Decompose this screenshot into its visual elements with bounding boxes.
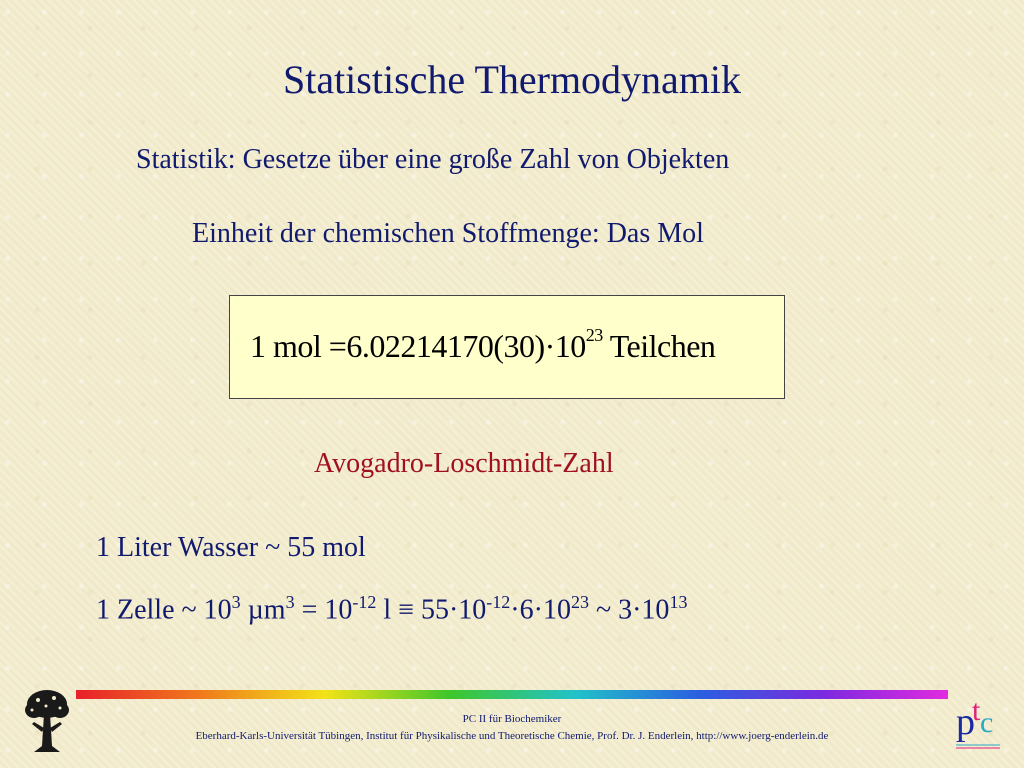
cell-exp: -12 [352,592,377,612]
formula-dot: · [544,328,555,364]
cell-exp: -12 [486,592,511,612]
logo-c: c [980,706,994,739]
avogadro-label: Avogadro-Loschmidt-Zahl [314,448,614,479]
cell-exp: 13 [669,592,688,612]
formula-equals: = [328,328,347,364]
footer-institution: Eberhard-Karls-Universität Tübingen, Institut für Physikalische und Theoretische Chemie, Prof. Dr. J. Enderlein, http://www.joerg-enderlein.de [195,730,829,742]
cell-part: ~ 3·10 [588,594,670,626]
ptc-logo-icon [954,690,1004,752]
cell-part: = 10 [294,594,353,626]
cell-exp: 3 [285,592,295,612]
slide-subtitle: Statistik: Gesetze über eine große Zahl von Objekten [136,144,730,175]
logo-p: p [956,701,975,743]
formula-box [229,295,785,399]
cell-part: ·6·10 [510,594,571,626]
formula-exponent: 23 [585,325,603,346]
formula-value: 6.02214170(30) [346,328,545,364]
footer-course: PC II für Biochemiker [462,713,562,725]
formula-base: 10 [554,328,586,364]
cell-exp: 23 [570,592,589,612]
cell-line [96,592,687,626]
cell-part: 1 Zelle ~ 10 [96,594,232,626]
unit-definition: Einheit der chemischen Stoffmenge: Das Mol [192,218,704,249]
rainbow-divider [76,690,948,699]
slide-title: Statistische Thermodynamik [282,57,742,102]
avogadro-formula [250,325,716,365]
formula-lhs: 1 mol [250,328,322,364]
water-line: 1 Liter Wasser ~ 55 mol [96,532,366,563]
logo-t: t [972,694,981,727]
formula-unit: Teilchen [609,328,716,364]
cell-exp: 3 [231,592,241,612]
cell-part: l ≡ 55·10 [376,594,487,626]
cell-part: µm [240,594,286,626]
